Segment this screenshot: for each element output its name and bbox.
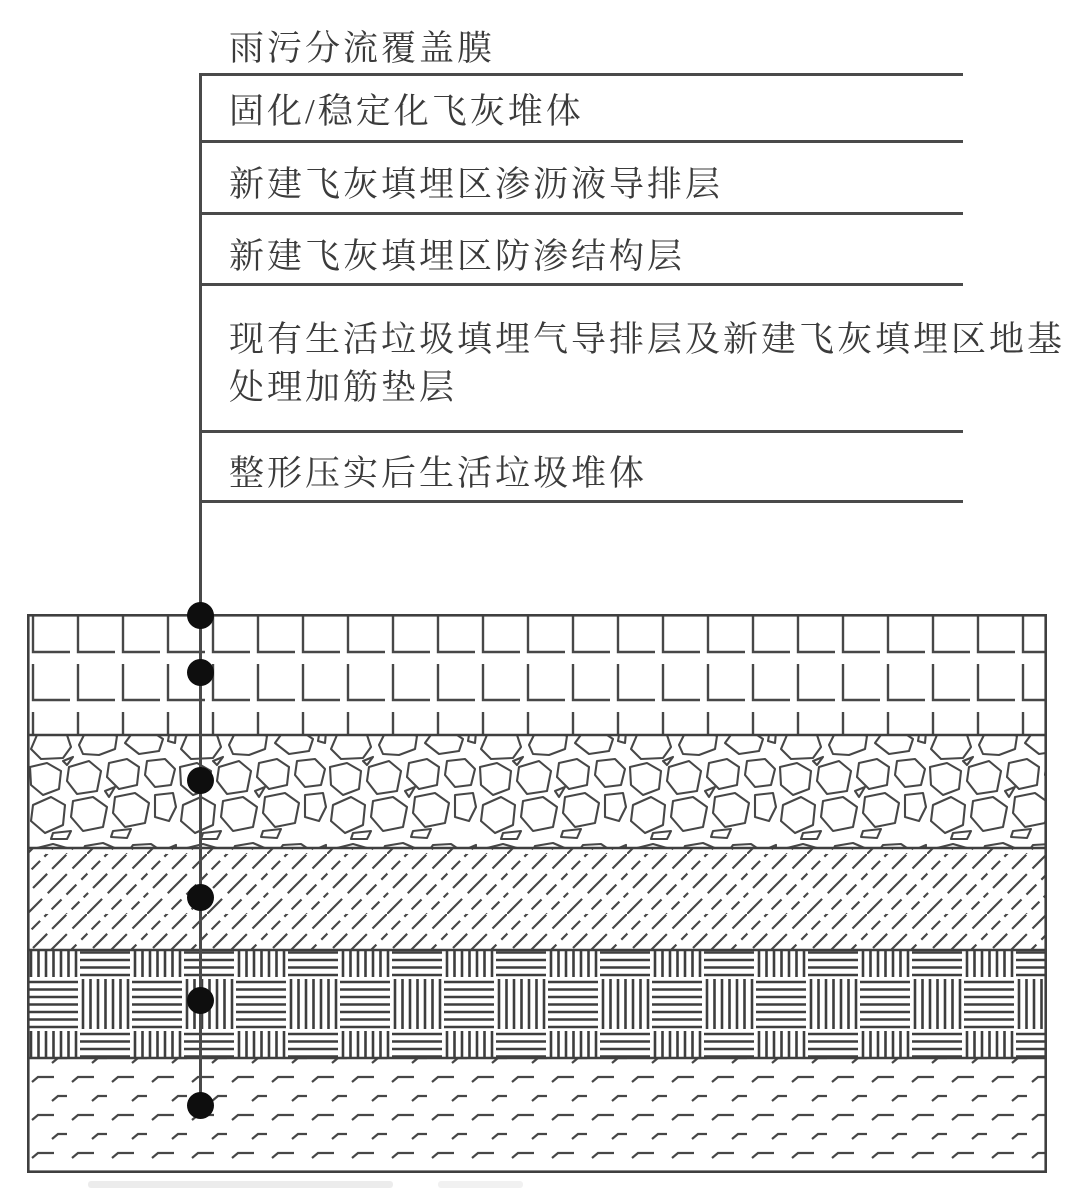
leader-dot-membrane — [187, 602, 214, 629]
layer-cobble-hatch — [29, 735, 1046, 848]
callout-rule-2 — [199, 140, 963, 143]
leader-vertical-line — [199, 75, 202, 1106]
callout-rule-3 — [199, 212, 963, 215]
faint-smudge-right — [438, 1181, 523, 1188]
callout-rule-5 — [199, 430, 963, 433]
layer-soil-dash-hatch — [29, 1058, 1046, 1172]
callout-label-gas-drainage-and-reinforced-cushion-layer: 现有生活垃圾填埋气导排层及新建飞灰填埋区地基处理加筋垫层 — [229, 320, 1066, 407]
callout-label-leachate-drainage-layer: 新建飞灰填埋区渗沥液导排层 — [229, 165, 724, 204]
leader-dot-fly-ash-pile — [187, 659, 214, 686]
callout-rule-1 — [199, 73, 963, 76]
callout-rule-6 — [199, 500, 963, 503]
callout-rule-4 — [199, 283, 963, 286]
leader-dot-leachate-layer — [187, 767, 214, 794]
callout-label-anti-seepage-structure-layer: 新建飞灰填埋区防渗结构层 — [229, 237, 686, 276]
leader-dot-anti-seepage — [187, 884, 214, 911]
leader-dot-waste-pile — [187, 1092, 214, 1119]
cross-section-diagram — [27, 614, 1047, 1173]
layer-diagonal-dash-hatch — [29, 848, 1046, 950]
leader-dot-gas-drainage — [187, 987, 214, 1014]
callout-label-solidified-fly-ash-pile: 固化/稳定化飞灰堆体 — [229, 92, 584, 131]
layer-basket-weave-hatch — [29, 950, 1046, 1058]
callout-label-rain-sewage-cover-membrane: 雨污分流覆盖膜 — [229, 29, 496, 68]
layer-brick-hatch — [29, 616, 1046, 736]
faint-smudge-left — [88, 1181, 393, 1188]
callout-label-compacted-domestic-waste-pile: 整形压实后生活垃圾堆体 — [229, 454, 648, 493]
